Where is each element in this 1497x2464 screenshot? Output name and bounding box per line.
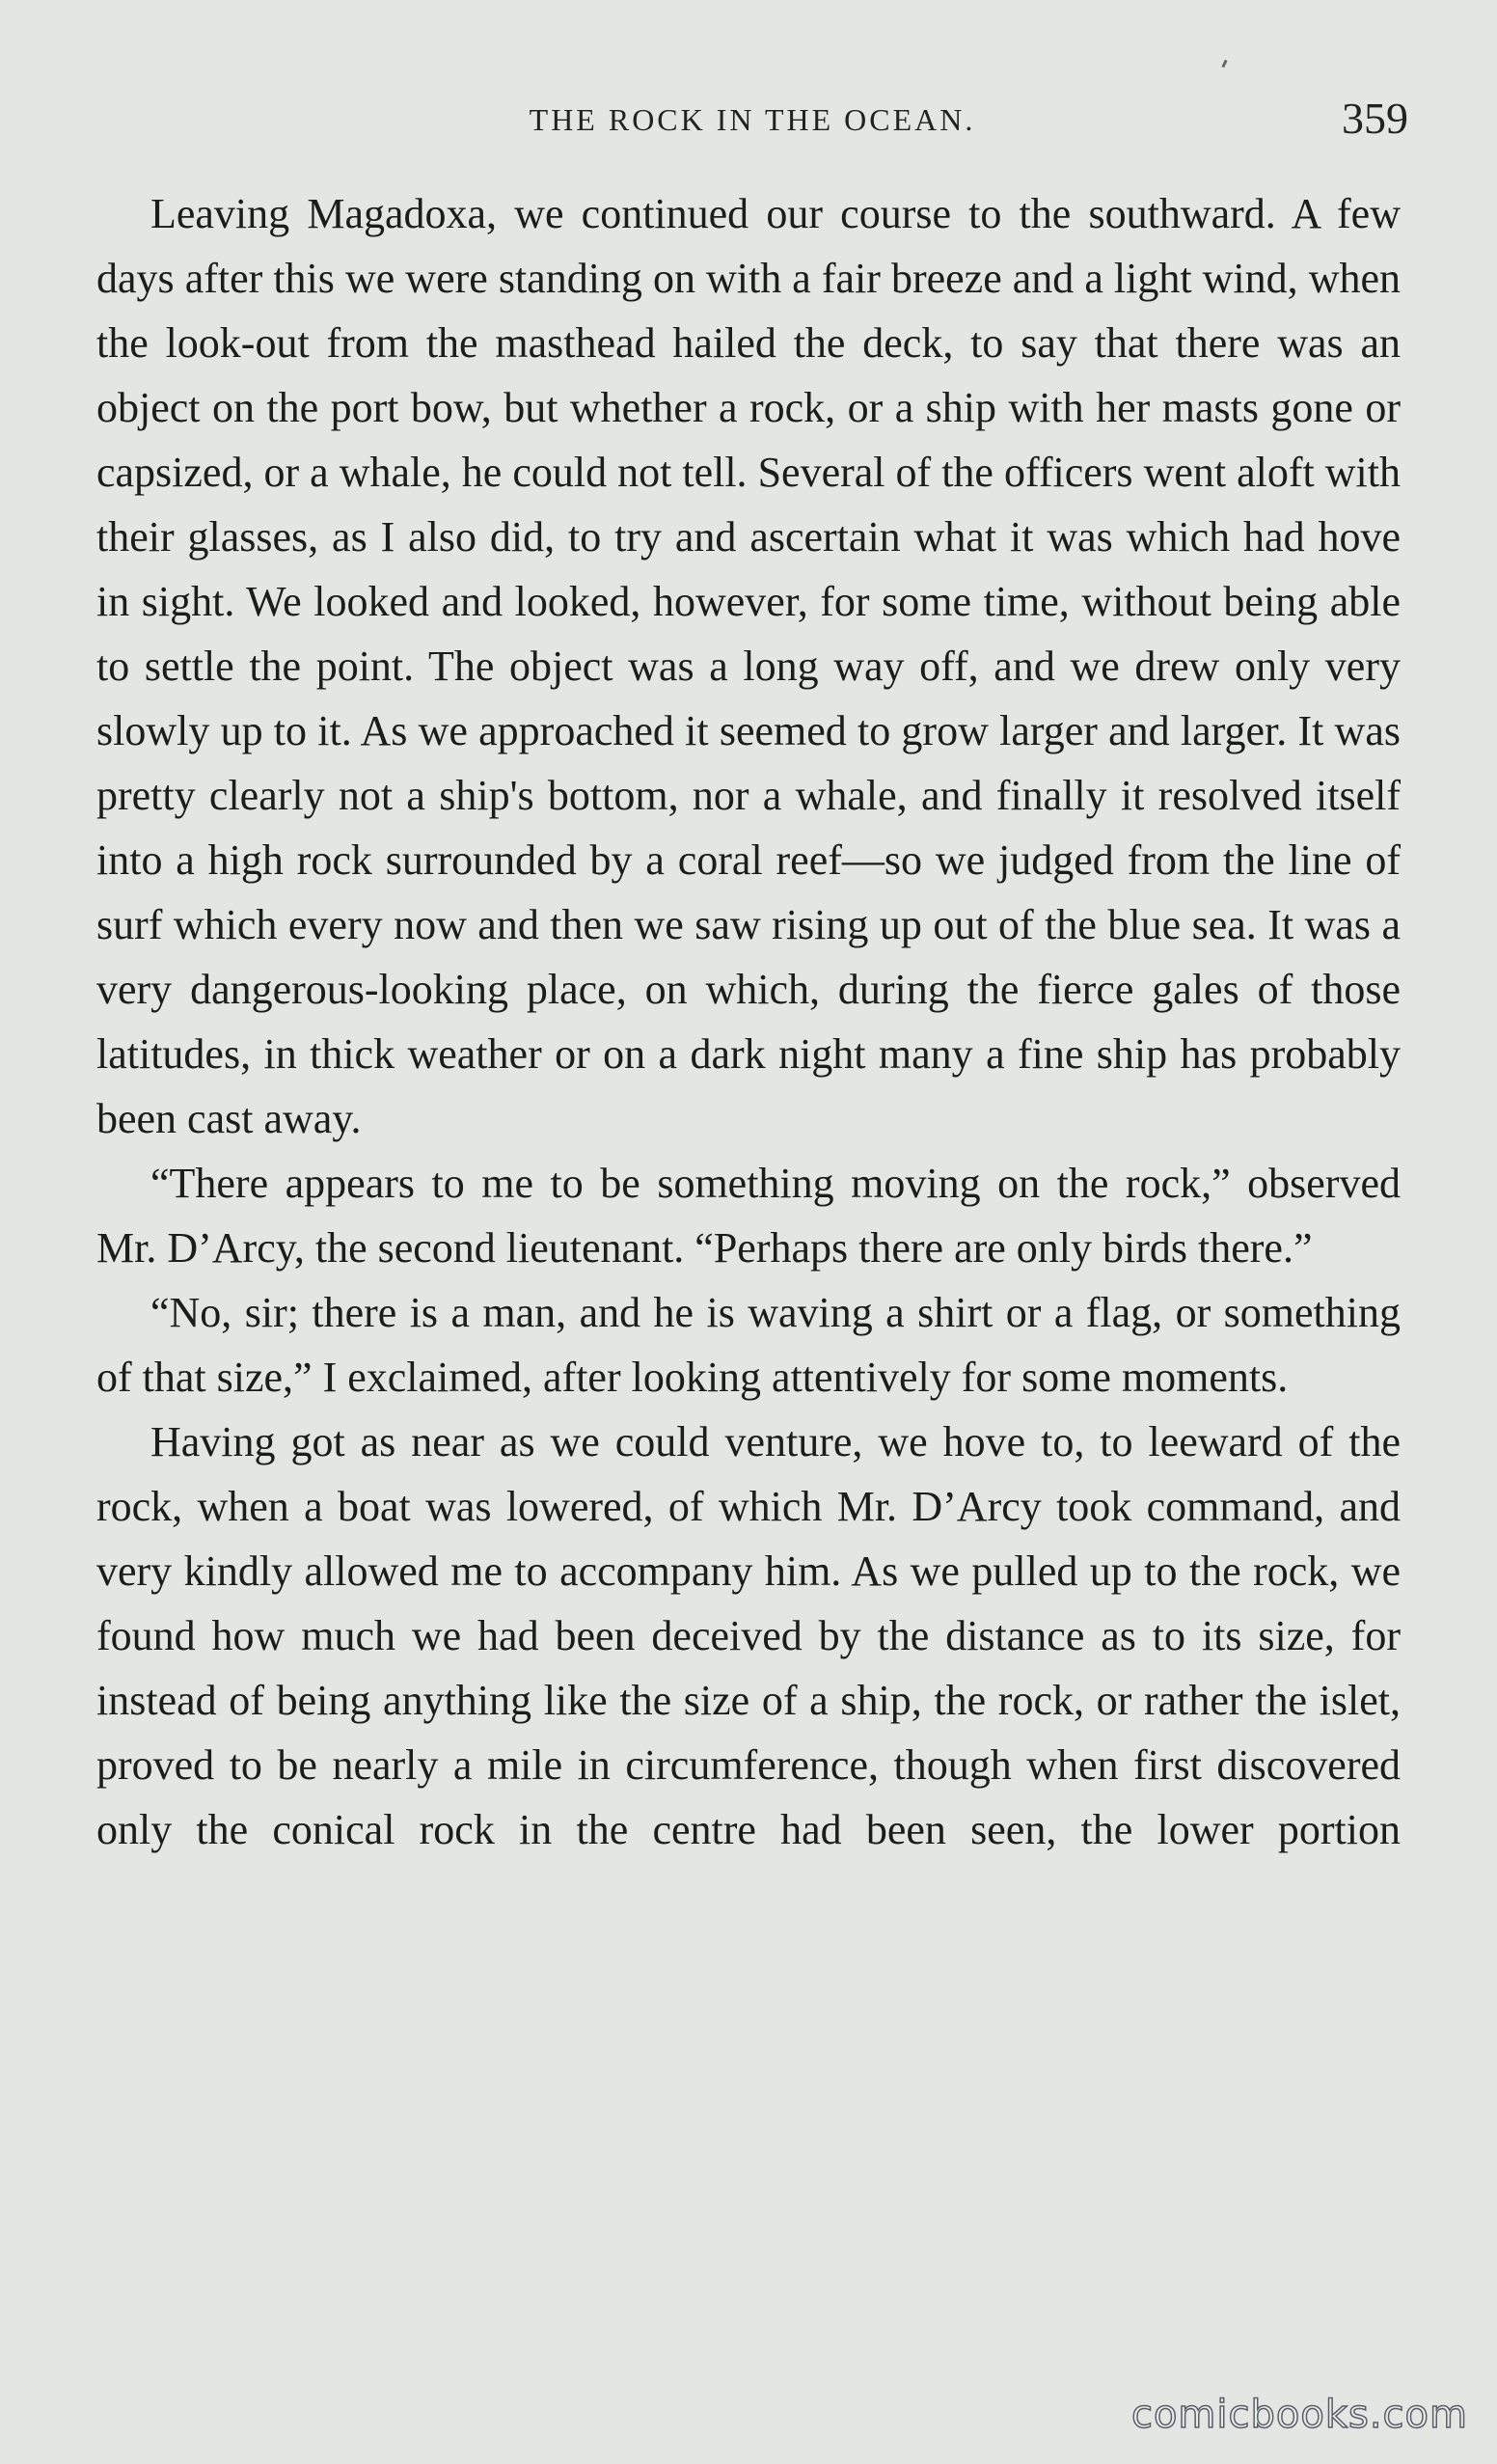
running-header: [96, 93, 1408, 151]
watermark-logo: comicbooks.com: [1130, 2393, 1468, 2437]
running-title: THE ROCK IN THE OCEAN.: [529, 102, 976, 137]
paragraph-3: “No, sir; there is a man, and he is waving a shirt or a flag, or something of that size,” I exclaimed, after looking attentively for some moments.: [96, 1289, 1401, 1401]
paragraph-4: Having got as near as we could venture, we hove to, to leeward of the rock, when a boat was lowered, of which Mr. D’Arcy took command, and very kindly allowed me to accompany him. As we pulled up to the rock, we found how much we had been deceived by the distance as to its size, for instead of being anything like the size of a ship, the rock, or rather the islet, proved to be nearly a mile in circumference, though when first discovered only the conical rock in the centre had been seen, the lower portion: [96, 1418, 1401, 1853]
body-text: [96, 181, 1401, 1862]
paragraph-1: Leaving Magadoxa, we continued our course to the southward. A few days after this we were standing on with a fair breeze and a light wind, when the look-out from the masthead hailed the deck, to say that there was an object on the port bow, but whether a rock, or a ship with her masts gone or capsized, or a whale, he could not tell. Several of the officers went aloft with their glasses, as I also did, to try and ascertain what it was which had hove in sight. We looked and looked, however, for some time, without being able to settle the point. The object was a long way off, and we drew only very slowly up to it. As we approached it seemed to grow larger and larger. It was pretty clearly not a ship's bottom, nor a whale, and finally it resolved itself into a high rock surrounded by a coral reef—so we judged from the line of surf which every now and then we saw rising up out of the blue sea. It was a very dangerous-looking place, on which, during the fierce gales of those latitudes, in thick weather or on a dark night many a fine ship has probably been cast away.: [96, 190, 1401, 1142]
paragraph-2: “There appears to me to be something moving on the rock,” observed Mr. D’Arcy, the second lieutenant. “Perhaps there are only birds there.”: [96, 1160, 1401, 1272]
page-number: 359: [1342, 94, 1408, 143]
stray-ink-mark: [1221, 60, 1227, 68]
